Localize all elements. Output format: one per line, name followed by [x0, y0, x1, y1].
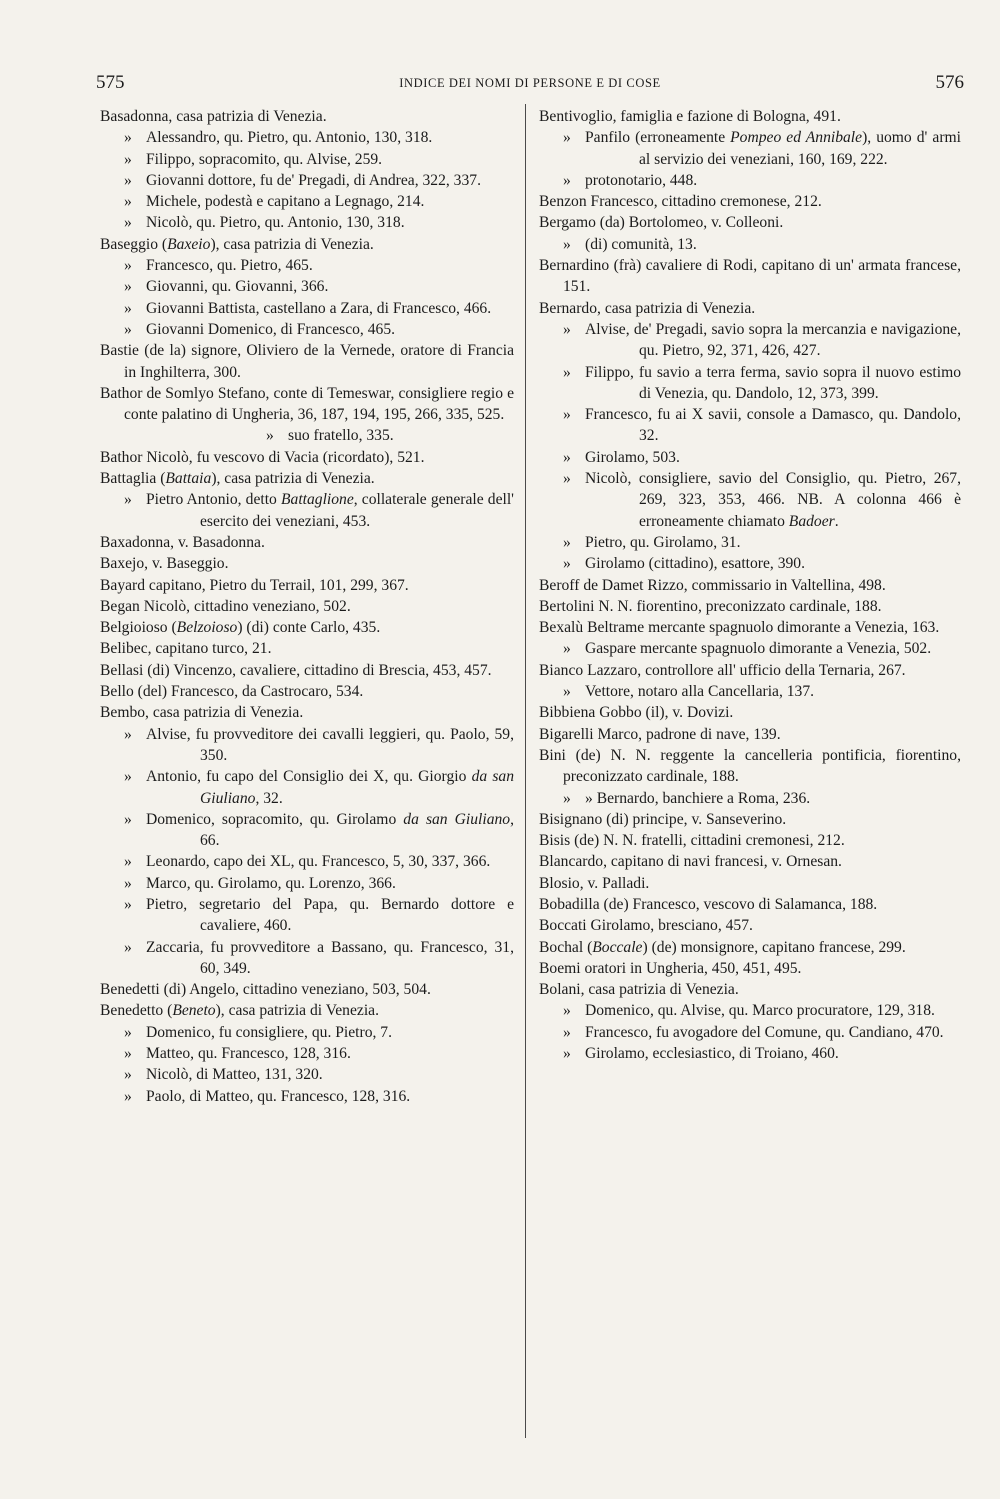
ditto-mark: » [124, 1045, 132, 1063]
index-entry [539, 617, 961, 638]
index-subentry [100, 1043, 514, 1064]
index-entry [539, 851, 961, 872]
index-subentry [539, 404, 961, 447]
entry-text: Marco, qu. Girolamo, qu. Lorenzo, 366. [146, 874, 396, 892]
index-entry [539, 298, 961, 319]
index-subentry [100, 851, 514, 872]
entry-text: Bentivoglio, famiglia e fazione di Bologna, 491. [539, 108, 841, 125]
index-entry [539, 915, 961, 936]
index-subentry [100, 724, 514, 767]
index-entry [539, 937, 961, 958]
index-subentry [539, 638, 961, 659]
index-entry [100, 638, 514, 659]
index-subentry [100, 1022, 514, 1043]
ditto-mark: » [124, 129, 132, 147]
entry-text: Matteo, qu. Francesco, 128, 316. [146, 1045, 351, 1063]
entry-text: Bellasi (di) Vincenzo, cavaliere, cittadino di Brescia, 453, 457. [100, 661, 492, 679]
index-column-left [100, 106, 514, 1107]
ditto-mark: » [124, 1087, 132, 1105]
entry-text: Alessandro, qu. Pietro, qu. Antonio, 130, 318. [146, 129, 433, 147]
entry-text: Nicolò, di Matteo, 131, 320. [146, 1066, 323, 1084]
entry-text: Nicolò, qu. Pietro, qu. Antonio, 130, 318. [146, 214, 405, 232]
ditto-mark: » [124, 895, 132, 913]
ditto-mark: » [124, 725, 132, 743]
index-entry [539, 106, 961, 127]
entry-text: Began Nicolò, cittadino veneziano, 502. [100, 597, 351, 615]
entry-text: Bathor de Somlyo Stefano, conte di Temeswar, consigliere regio e conte palatino di Ungheria, 36, 187, 194, 195, 266, 335, 525. [100, 384, 514, 424]
entry-text: Leonardo, capo dei XL, qu. Francesco, 5, 30, 337, 366. [146, 853, 491, 871]
index-subentry [100, 276, 514, 297]
entry-text: Domenico, fu consigliere, qu. Pietro, 7. [146, 1023, 392, 1041]
ditto-mark: » [563, 470, 571, 488]
ditto-mark: » [563, 129, 571, 147]
index-entry [539, 702, 961, 723]
page-header [96, 72, 964, 96]
entry-text: Battaglia (Battaia), casa patrizia di Venezia. [100, 470, 375, 488]
ditto-mark: » [124, 257, 132, 275]
index-column-right [539, 106, 961, 1064]
index-subentry [539, 319, 961, 362]
index-subentry [100, 873, 514, 894]
ditto-mark: » [124, 853, 132, 871]
entry-text: Pietro, qu. Girolamo, 31. [585, 533, 741, 551]
entry-text: Bisignano (di) principe, v. Sanseverino. [539, 810, 787, 828]
entry-text: Blancardo, capitano di navi francesi, v. Ornesan. [539, 853, 842, 871]
index-entry [539, 660, 961, 681]
index-subentry [539, 362, 961, 405]
index-subentry [539, 1043, 961, 1064]
ditto-mark: » [124, 299, 132, 317]
entry-text: Benedetto (Beneto), casa patrizia di Venezia. [100, 1002, 379, 1020]
index-subentry [100, 298, 514, 319]
index-entry [100, 702, 514, 723]
ditto-mark: » [563, 640, 571, 658]
index-entry [539, 830, 961, 851]
ditto-mark: » [124, 193, 132, 211]
index-entry [100, 340, 514, 383]
index-entry [100, 681, 514, 702]
entry-text: Nicolò, consigliere, savio del Consiglio, qu. Pietro, 267, 269, 323, 353, 466. NB. A colonna 466 è erroneamente chiamato Badoer. [585, 470, 961, 530]
entry-text: Benzon Francesco, cittadino cremonese, 212. [539, 193, 822, 211]
entry-text: Bini (de) N. N. reggente la cancelleria pontificia, fiorentino, preconizzato cardinale, 188. [539, 746, 961, 786]
entry-text: Boemi oratori in Ungheria, 450, 451, 495. [539, 959, 802, 977]
index-entry [100, 1000, 514, 1021]
ditto-mark: » [563, 1045, 571, 1063]
entry-text: Bochal (Boccale) (de) monsignore, capitano francese, 299. [539, 938, 906, 956]
index-subentry [100, 255, 514, 276]
entry-text: Bobadilla (de) Francesco, vescovo di Salamanca, 188. [539, 895, 878, 913]
entry-text: Domenico, sopracomito, qu. Girolamo da san Giuliano, 66. [146, 810, 514, 850]
index-subentry [100, 319, 514, 340]
ditto-mark: » [563, 320, 571, 338]
entry-text: Girolamo, ecclesiastico, di Troiano, 460. [585, 1045, 839, 1063]
index-subentry [100, 809, 514, 852]
index-entry [539, 809, 961, 830]
entry-text: Basadonna, casa patrizia di Venezia. [100, 108, 327, 125]
entry-text: Bergamo (da) Bortolomeo, v. Colleoni. [539, 214, 784, 232]
ditto-mark: » [124, 491, 132, 509]
entry-text: Filippo, sopracomito, qu. Alvise, 259. [146, 150, 383, 168]
entry-text: Zaccaria, fu provveditore a Bassano, qu. Francesco, 31, 60, 349. [146, 938, 514, 977]
index-subentry [100, 127, 514, 148]
index-entry [100, 234, 514, 255]
entry-text: Boccati Girolamo, bresciano, 457. [539, 917, 753, 935]
ditto-mark: » [124, 1066, 132, 1084]
entry-text: Baxadonna, v. Basadonna. [100, 533, 265, 551]
ditto-mark: » [563, 448, 571, 466]
ditto-mark: » [124, 150, 132, 168]
index-entry [100, 468, 514, 489]
ditto-mark: » [563, 789, 571, 807]
entry-text: Giovanni dottore, fu de' Pregadi, di Andrea, 322, 337. [146, 171, 481, 189]
entry-text: Domenico, qu. Alvise, qu. Marco procuratore, 129, 318. [585, 1002, 935, 1020]
index-entry [100, 532, 514, 553]
index-subentry [539, 681, 961, 702]
entry-text: Bello (del) Francesco, da Castrocaro, 534. [100, 683, 364, 701]
entry-text: Baxejo, v. Baseggio. [100, 555, 229, 573]
entry-text: Girolamo (cittadino), esattore, 390. [585, 555, 805, 573]
index-entry [100, 106, 514, 127]
index-entry [100, 575, 514, 596]
ditto-mark: » [124, 214, 132, 232]
ditto-mark: » [563, 406, 571, 424]
entry-text: protonotario, 448. [585, 171, 698, 189]
index-subentry [539, 447, 961, 468]
entry-text: Bayard capitano, Pietro du Terrail, 101, 299, 367. [100, 576, 409, 594]
index-entry [539, 575, 961, 596]
entry-text: Michele, podestà e capitano a Legnago, 214. [146, 193, 425, 211]
index-subentry [100, 1064, 514, 1085]
entry-text: Bernardino (frà) cavaliere di Rodi, capitano di un' armata francese, 151. [539, 257, 961, 296]
entry-text: Pietro, segretario del Papa, qu. Bernardo dottore e cavaliere, 460. [146, 895, 514, 935]
index-subentry [100, 894, 514, 937]
index-entry [100, 447, 514, 468]
index-subentry [100, 489, 514, 532]
index-entry [100, 660, 514, 681]
index-entry [539, 212, 961, 233]
index-subentry [539, 788, 961, 809]
entry-text: Bigarelli Marco, padrone di nave, 139. [539, 725, 781, 743]
index-entry [100, 617, 514, 638]
entry-text: Vettore, notaro alla Cancellaria, 137. [585, 683, 815, 701]
index-subentry [100, 766, 514, 809]
index-entry [539, 958, 961, 979]
ditto-mark: » [124, 320, 132, 338]
entry-text: Blosio, v. Palladi. [539, 874, 650, 892]
running-head: INDICE DEI NOMI DI PERSONE E DI COSE [399, 76, 661, 90]
index-entry [539, 255, 961, 298]
page-number-right: 576 [935, 72, 964, 93]
entry-text: Giovanni Domenico, di Francesco, 465. [146, 320, 396, 338]
ditto-mark: » [563, 235, 571, 253]
index-subentry [100, 149, 514, 170]
ditto-mark: » [124, 938, 132, 956]
ditto-mark: » [563, 171, 571, 189]
index-subentry [539, 127, 961, 170]
entry-text: Francesco, fu avogadore del Comune, qu. Candiano, 470. [585, 1023, 944, 1041]
column-divider [525, 104, 526, 1438]
entry-text: » Bernardo, banchiere a Roma, 236. [585, 789, 811, 807]
ditto-mark: » [563, 1023, 571, 1041]
ditto-mark: » [124, 171, 132, 189]
index-entry [100, 596, 514, 617]
entry-text: Bernardo, casa patrizia di Venezia. [539, 299, 756, 317]
entry-text: Filippo, fu savio a terra ferma, savio sopra il nuovo estimo di Venezia, qu. Dandolo, 12, 373, 399. [585, 363, 961, 402]
index-entry [539, 191, 961, 212]
entry-text: Francesco, fu ai X savii, console a Damasco, qu. Dandolo, 32. [585, 406, 961, 445]
entry-text: Bastie (de la) signore, Oliviero de la Vernede, oratore di Francia in Inghilterra, 300. [100, 342, 514, 381]
entry-text: Francesco, qu. Pietro, 465. [146, 257, 313, 275]
entry-text: Girolamo, 503. [585, 448, 680, 466]
index-subentry [539, 170, 961, 191]
index-subentry [539, 1022, 961, 1043]
index-subentry [539, 234, 961, 255]
index-subentry [100, 937, 514, 980]
ditto-mark: » [563, 363, 571, 381]
index-entry [539, 724, 961, 745]
entry-text: Bolani, casa patrizia di Venezia. [539, 981, 739, 999]
entry-text: Gaspare mercante spagnuolo dimorante a Venezia, 502. [585, 640, 932, 658]
ditto-mark: » [563, 555, 571, 573]
entry-text: Alvise, fu provveditore dei cavalli leggieri, qu. Paolo, 59, 350. [146, 725, 514, 764]
index-entry [539, 979, 961, 1000]
entry-text: Bembo, casa patrizia di Venezia. [100, 704, 304, 722]
index-subentry [539, 553, 961, 574]
entry-text: Giovanni Battista, castellano a Zara, di Francesco, 466. [146, 299, 492, 317]
page-number-left: 575 [96, 72, 125, 93]
index-entry [539, 596, 961, 617]
entry-text: Antonio, fu capo del Consiglio dei X, qu. Giorgio da san Giuliano, 32. [146, 768, 514, 807]
index-subentry [100, 170, 514, 191]
index-subentry [539, 1000, 961, 1021]
ditto-mark: » [124, 874, 132, 892]
entry-text: Baseggio (Baxeio), casa patrizia di Venezia. [100, 235, 374, 253]
entry-text: Bibbiena Gobbo (il), v. Dovizi. [539, 704, 734, 722]
ditto-mark: » [124, 1023, 132, 1041]
index-entry [100, 979, 514, 1000]
index-entry [100, 553, 514, 574]
index-entry [100, 383, 514, 426]
entry-text: Bertolini N. N. fiorentino, preconizzato cardinale, 188. [539, 597, 882, 615]
entry-text: Benedetti (di) Angelo, cittadino veneziano, 503, 504. [100, 981, 431, 999]
entry-text: Alvise, de' Pregadi, savio sopra la mercanzia e navigazione, qu. Pietro, 92, 371, 426, 427. [585, 320, 961, 360]
entry-text: Bisis (de) N. N. fratelli, cittadini cremonesi, 212. [539, 832, 845, 850]
ditto-mark: » [563, 683, 571, 701]
entry-text: Beroff de Damet Rizzo, commissario in Valtellina, 498. [539, 576, 886, 594]
ditto-mark: » [563, 533, 571, 551]
index-subentry [100, 425, 514, 446]
index-subentry [100, 212, 514, 233]
entry-text: Bexalù Beltrame mercante spagnuolo dimorante a Venezia, 163. [539, 619, 940, 637]
ditto-mark: » [124, 810, 132, 828]
entry-text: suo fratello, 335. [288, 427, 394, 445]
index-subentry [539, 532, 961, 553]
ditto-mark: » [266, 427, 274, 445]
ditto-mark: » [563, 1002, 571, 1020]
ditto-mark: » [124, 768, 132, 786]
index-entry [539, 894, 961, 915]
entry-text: Bathor Nicolò, fu vescovo di Vacia (ricordato), 521. [100, 448, 425, 466]
index-entry [539, 873, 961, 894]
index-subentry [100, 1086, 514, 1107]
entry-text: Belgioioso (Belzoioso) (di) conte Carlo, 435. [100, 619, 381, 637]
entry-text: (di) comunità, 13. [585, 235, 697, 253]
entry-text: Pietro Antonio, detto Battaglione, collaterale generale dell' esercito dei veneziani, 453. [146, 491, 514, 530]
index-subentry [100, 191, 514, 212]
ditto-mark: » [124, 278, 132, 296]
index-subentry [539, 468, 961, 532]
entry-text: Belibec, capitano turco, 21. [100, 640, 272, 658]
entry-text: Paolo, di Matteo, qu. Francesco, 128, 316. [146, 1087, 411, 1105]
index-entry [539, 745, 961, 788]
entry-text: Bianco Lazzaro, controllore all' ufficio della Ternaria, 267. [539, 661, 906, 679]
entry-text: Giovanni, qu. Giovanni, 366. [146, 278, 329, 296]
entry-text: Panfilo (erroneamente Pompeo ed Annibale), uomo d' armi al servizio dei veneziani, 160, 169, 222. [585, 129, 961, 168]
